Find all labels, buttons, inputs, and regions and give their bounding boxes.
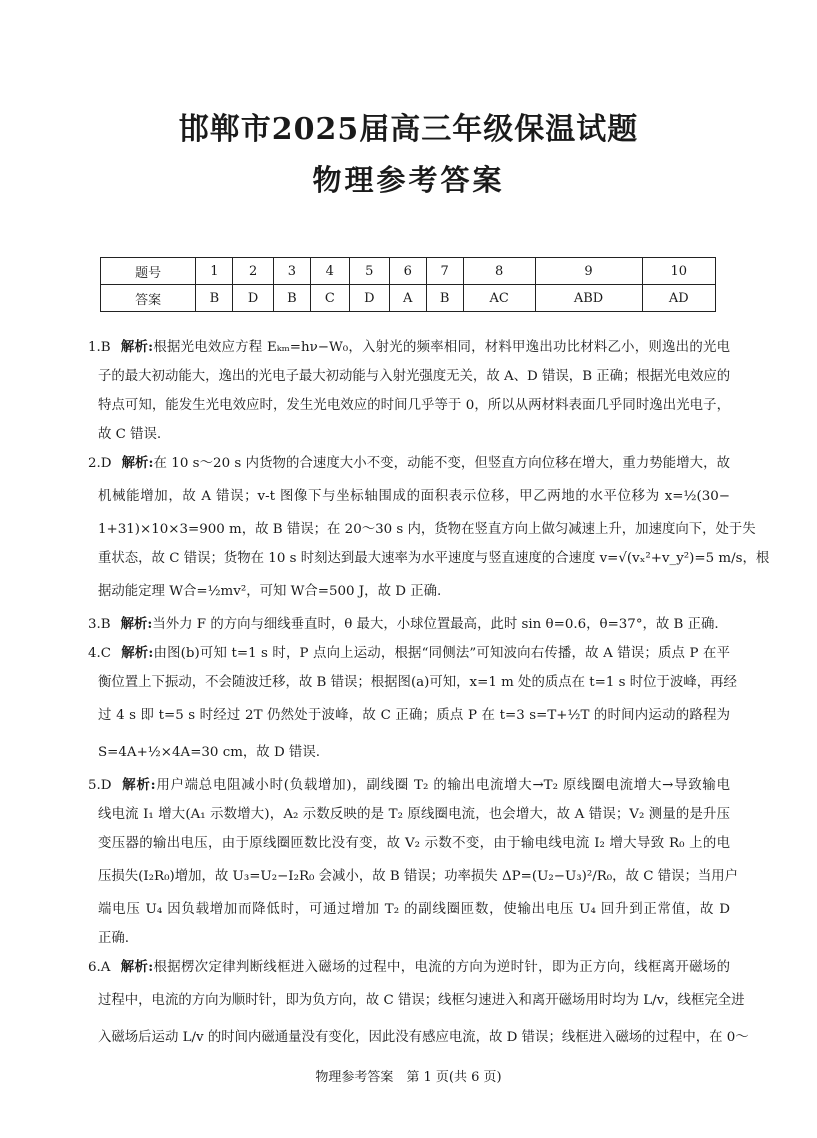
analysis-label: 解析:	[120, 339, 154, 355]
answer-item	[88, 333, 730, 449]
answer-item	[88, 953, 749, 1056]
answer-item	[88, 449, 770, 610]
question-number-cell: 2	[233, 258, 273, 285]
text-line	[88, 924, 730, 953]
answer-cell: B	[273, 285, 310, 312]
text-line	[88, 449, 730, 478]
answer-cell: D	[349, 285, 389, 312]
answer-cell: C	[311, 285, 350, 312]
text-line	[88, 362, 730, 391]
text-line	[88, 895, 730, 924]
answer-cell: D	[233, 285, 273, 312]
answer-cell: B	[196, 285, 233, 312]
question-number-cell: 10	[642, 258, 715, 285]
question-number-cell: 4	[311, 258, 350, 285]
answer-cell: B	[426, 285, 463, 312]
line-text: 正确.	[98, 931, 130, 946]
line-text: 子的最大初动能大，逸出的光电子最大初动能与入射光强度无关，故 A、D 错误，B 正确；根据光电效应的	[98, 369, 731, 384]
text-line	[88, 982, 745, 1019]
question-number-cell: 1	[196, 258, 233, 285]
line-text: 在 10 s～20 s 内货物的合速度大小不变，动能不变，但竖直方向位移在增大，重力势能增大，故	[153, 456, 730, 471]
answer-table	[100, 257, 716, 312]
analysis-label: 解析:	[121, 455, 154, 471]
table-row-answers	[101, 285, 716, 312]
text-line	[88, 953, 730, 982]
text-line	[88, 800, 730, 829]
line-text: 特点可知，能发生光电效应时，发生光电效应的时间几乎等于 0，所以从两材料表面几乎同时逸出光电子，	[98, 398, 730, 413]
text-line	[88, 734, 730, 771]
line-text: 压损失(I₂R₀)增加，故 U₃=U₂−I₂R₀ 会减小，故 B 错误；功率损失 ΔP=(U₂−U₃)²/R₀，故 C 错误；当用户	[98, 869, 739, 884]
line-text: 变压器的输出电压，由于原线圈匝数比没有变，故 V₂ 示数不变，由于输电线电流 I₂ 增大导致 R₀ 上的电	[98, 836, 730, 851]
text-line	[88, 610, 730, 639]
text-line	[88, 515, 756, 544]
line-text: S=4A+½×4A=30 cm，故 D 错误.	[98, 745, 320, 760]
text-line	[88, 668, 737, 697]
item-label: 5.D	[88, 778, 112, 793]
line-text: 当外力 F 的方向与细线垂直时，θ 最大，小球位置最高，此时 sin θ=0.6，θ=37°，故 B 正确.	[152, 617, 719, 632]
line-text: 机械能增加，故 A 错误；v-t 图像下与坐标轴围成的面积表示位移，甲乙两地的水平位移为 x=½(30−	[98, 489, 730, 504]
analysis-label: 解析:	[120, 616, 153, 632]
row-header: 答案	[101, 285, 196, 312]
answer-item	[88, 771, 739, 953]
answer-cell: ABD	[535, 285, 642, 312]
item-label: 3.B	[88, 617, 111, 632]
line-text: 过程中，电流的方向为顺时针，即为负方向，故 C 错误；线框匀速进入和离开磁场用时均为 L/v，线框完全进	[98, 993, 745, 1008]
line-text: 重状态，故 C 错误；货物在 10 s 时刻达到最大速率为水平速度与竖直速度的合速度 v=√(vₓ²+v_y²)=5 m/s，根	[98, 551, 770, 566]
item-label: 2.D	[88, 456, 112, 471]
text-line	[88, 639, 730, 668]
answer-cell: AD	[642, 285, 715, 312]
page-footer: 物理参考答案 第 1 页(共 6 页)	[315, 1070, 502, 1085]
text-line	[88, 829, 730, 858]
text-line	[88, 478, 730, 515]
text-line	[88, 333, 730, 362]
question-number-cell: 7	[426, 258, 463, 285]
question-number-cell: 5	[349, 258, 389, 285]
analysis-label: 解析:	[120, 959, 154, 975]
text-line	[88, 1019, 749, 1056]
answer-cell: A	[389, 285, 426, 312]
document-subtitle: 物理参考答案	[312, 163, 505, 197]
text-line	[88, 697, 730, 734]
text-line	[88, 420, 730, 449]
line-text: 据动能定理 W合=½mv²，可知 W合=500 J，故 D 正确.	[98, 584, 442, 599]
text-line	[88, 573, 730, 610]
row-header: 题号	[101, 258, 196, 285]
line-text: 根据光电效应方程 Eₖₘ=hν−W₀，入射光的频率相同，材料甲逸出功比材料乙小，则逸出的光电	[153, 340, 730, 355]
text-line	[88, 771, 730, 800]
text-line	[88, 544, 770, 573]
line-text: 故 C 错误.	[98, 427, 162, 442]
answer-explanations	[88, 333, 770, 1056]
line-text: 由图(b)可知 t=1 s 时，P 点向上运动，根据“同侧法”可知波向右传播，故 A 错误；质点 P 在平	[153, 646, 730, 661]
question-number-cell: 8	[463, 258, 535, 285]
analysis-label: 解析:	[121, 645, 154, 661]
answer-cell: AC	[463, 285, 535, 312]
line-text: 根据楞次定律判断线框进入磁场的过程中，电流的方向为逆时针，即为正方向，线框离开磁场的	[153, 960, 731, 975]
line-text: 1+31)×10×3=900 m，故 B 错误；在 20～30 s 内，货物在竖直方向上做匀减速上升，加速度向下，处于失	[98, 522, 756, 537]
line-text: 过 4 s 即 t=5 s 时经过 2T 仍然处于波峰，故 C 正确；质点 P 在 t=3 s=T+½T 的时间内运动的路程为	[98, 708, 730, 723]
line-text: 衡位置上下振动，不会随波迁移，故 B 错误；根据图(a)可知，x=1 m 处的质点在 t=1 s 时位于波峰，再经	[98, 675, 737, 690]
analysis-label: 解析:	[121, 777, 156, 793]
line-text: 线电流 I₁ 增大(A₁ 示数增大)，A₂ 示数反映的是 T₂ 原线圈电流，也会增大，故 A 错误；V₂ 测量的是升压	[98, 807, 730, 822]
item-label: 6.A	[88, 960, 111, 975]
document-title: 邯郸市2025届高三年级保温试题	[178, 112, 639, 147]
line-text: 用户端总电阻减小时(负载增加)，副线圈 T₂ 的输出电流增大→T₂ 原线圈电流增大→导致输电	[155, 778, 730, 793]
table-row-numbers	[101, 258, 716, 285]
answer-item	[88, 639, 737, 771]
question-number-cell: 6	[389, 258, 426, 285]
item-label: 4.C	[88, 646, 112, 661]
text-line	[88, 391, 730, 420]
line-text: 端电压 U₄ 因负载增加而降低时，可通过增加 T₂ 的副线圈匝数，使输出电压 U₄ 回升到正常值，故 D	[98, 902, 730, 917]
question-number-cell: 3	[273, 258, 310, 285]
line-text: 入磁场后运动 L/v 的时间内磁通量没有变化，因此没有感应电流，故 D 错误；线框进入磁场的过程中，在 0～	[98, 1030, 749, 1045]
item-label: 1.B	[88, 340, 111, 355]
question-number-cell: 9	[535, 258, 642, 285]
answer-item	[88, 610, 730, 639]
text-line	[88, 858, 739, 895]
